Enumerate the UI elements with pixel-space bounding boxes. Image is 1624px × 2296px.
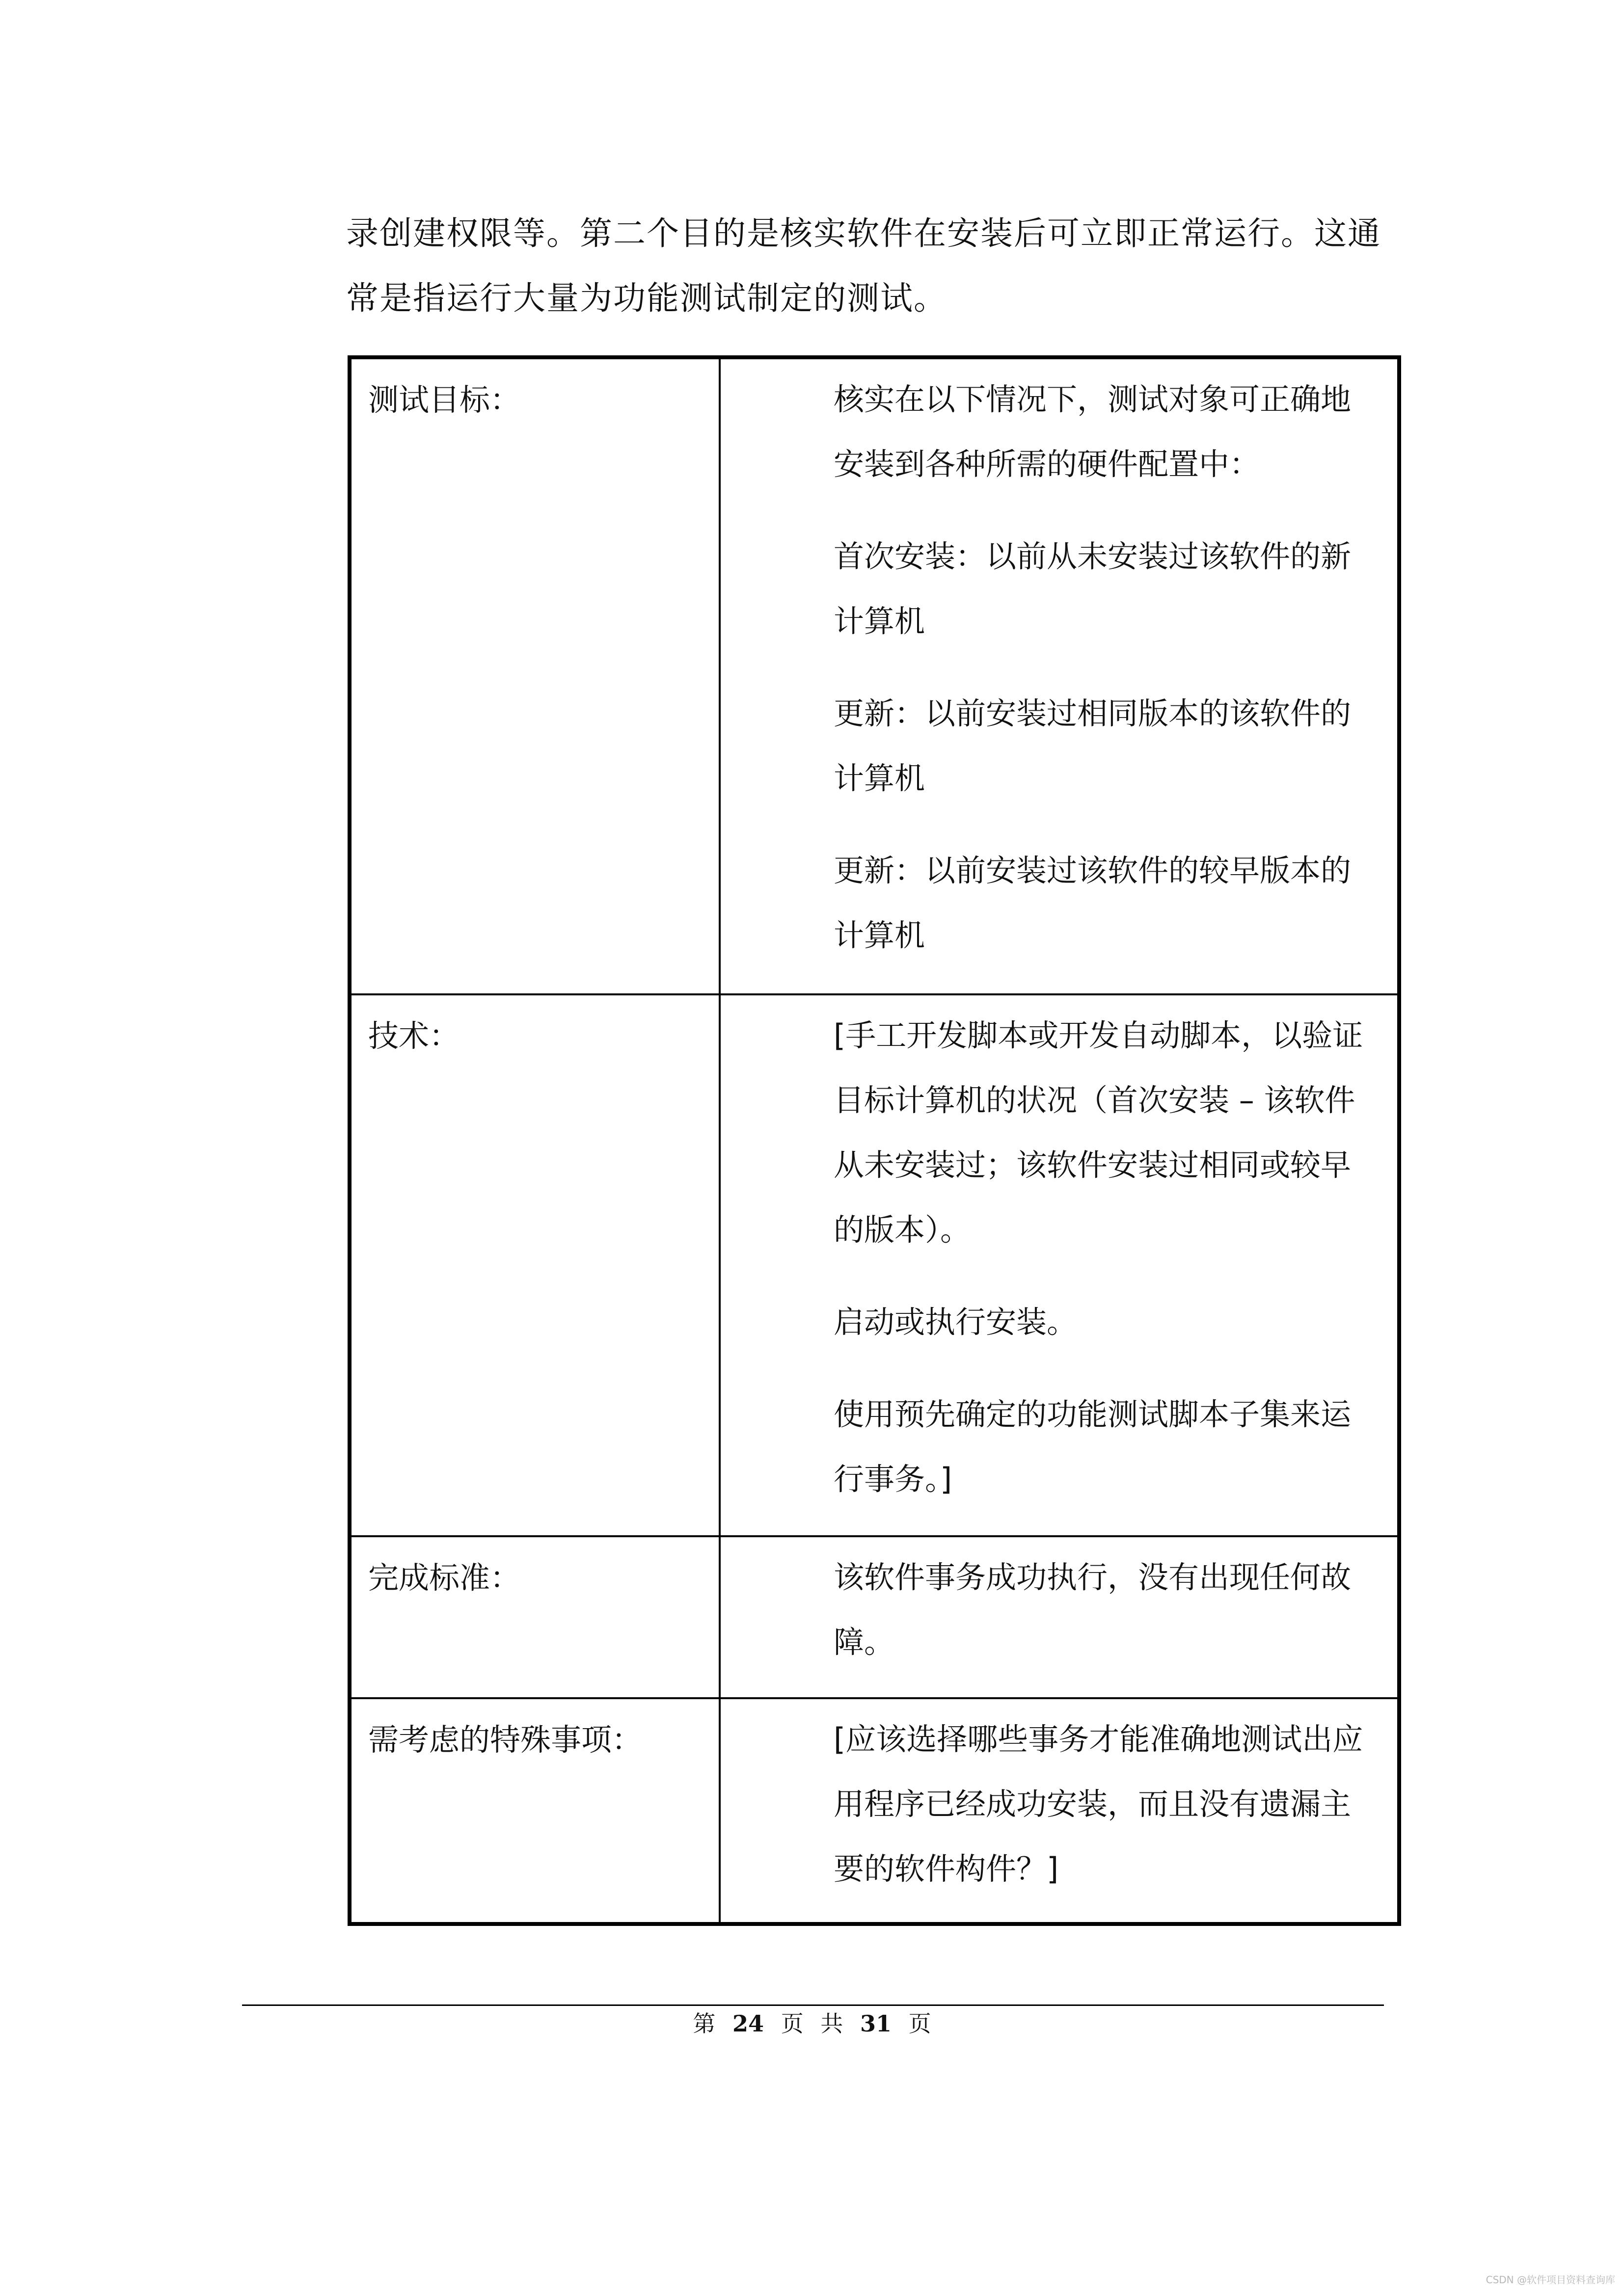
row-content — [720, 1698, 1399, 1924]
table-row — [350, 357, 1399, 994]
row-label: 需考虑的特殊事项： — [350, 1698, 720, 1924]
row-label: 完成标准： — [350, 1536, 720, 1698]
content-paragraph: [手工开发脚本或开发自动脚本，以验证目标计算机的状况（首次安装 – 该软件从未安装过；该软件安装过相同或较早的版本）。 — [834, 1017, 1363, 1248]
footer-divider — [242, 2004, 1384, 2006]
footer-suffix: 页 — [908, 2010, 931, 2037]
intro-line-1: 录创建权限等。第二个目的是核实软件在安装后可立即正常运行。这通 — [346, 214, 1381, 252]
content-paragraph: 使用预先确定的功能测试脚本子集来运行事务。] — [834, 1396, 1352, 1497]
watermark: CSDN @软件项目资料查询库 — [1486, 2274, 1615, 2286]
content-paragraph: 更新：以前安装过该软件的较早版本的计算机 — [834, 853, 1352, 953]
content-paragraph: 核实在以下情况下，测试对象可正确地安装到各种所需的硬件配置中： — [834, 381, 1352, 482]
footer-middle: 页 共 — [781, 2010, 843, 2037]
row-content — [720, 1536, 1399, 1698]
table-row — [350, 1698, 1399, 1924]
row-content — [720, 357, 1399, 994]
content-paragraph: 该软件事务成功执行，没有出现任何故障。 — [834, 1559, 1352, 1660]
current-page-number: 24 — [732, 2010, 764, 2037]
table-row — [350, 994, 1399, 1536]
intro-line-2: 常是指运行大量为功能测试制定的测试。 — [346, 279, 947, 317]
content-paragraph: 首次安装：以前从未安装过该软件的新计算机 — [834, 538, 1352, 639]
intro-text — [346, 201, 1411, 331]
installation-test-table — [348, 355, 1401, 1926]
row-content — [720, 994, 1399, 1536]
row-label: 技术： — [350, 994, 720, 1536]
table-row — [350, 1536, 1399, 1698]
content-paragraph: 更新：以前安装过相同版本的该软件的计算机 — [834, 695, 1352, 796]
footer-prefix: 第 — [693, 2010, 716, 2037]
page-number-footer — [0, 2006, 1624, 2041]
row-label: 测试目标： — [350, 357, 720, 994]
total-page-count: 31 — [860, 2010, 892, 2037]
content-paragraph: 启动或执行安装。 — [834, 1304, 1078, 1340]
content-paragraph: [应该选择哪些事务才能准确地测试出应用程序已经成功安装，而且没有遗漏主要的软件构件？] — [834, 1721, 1363, 1887]
